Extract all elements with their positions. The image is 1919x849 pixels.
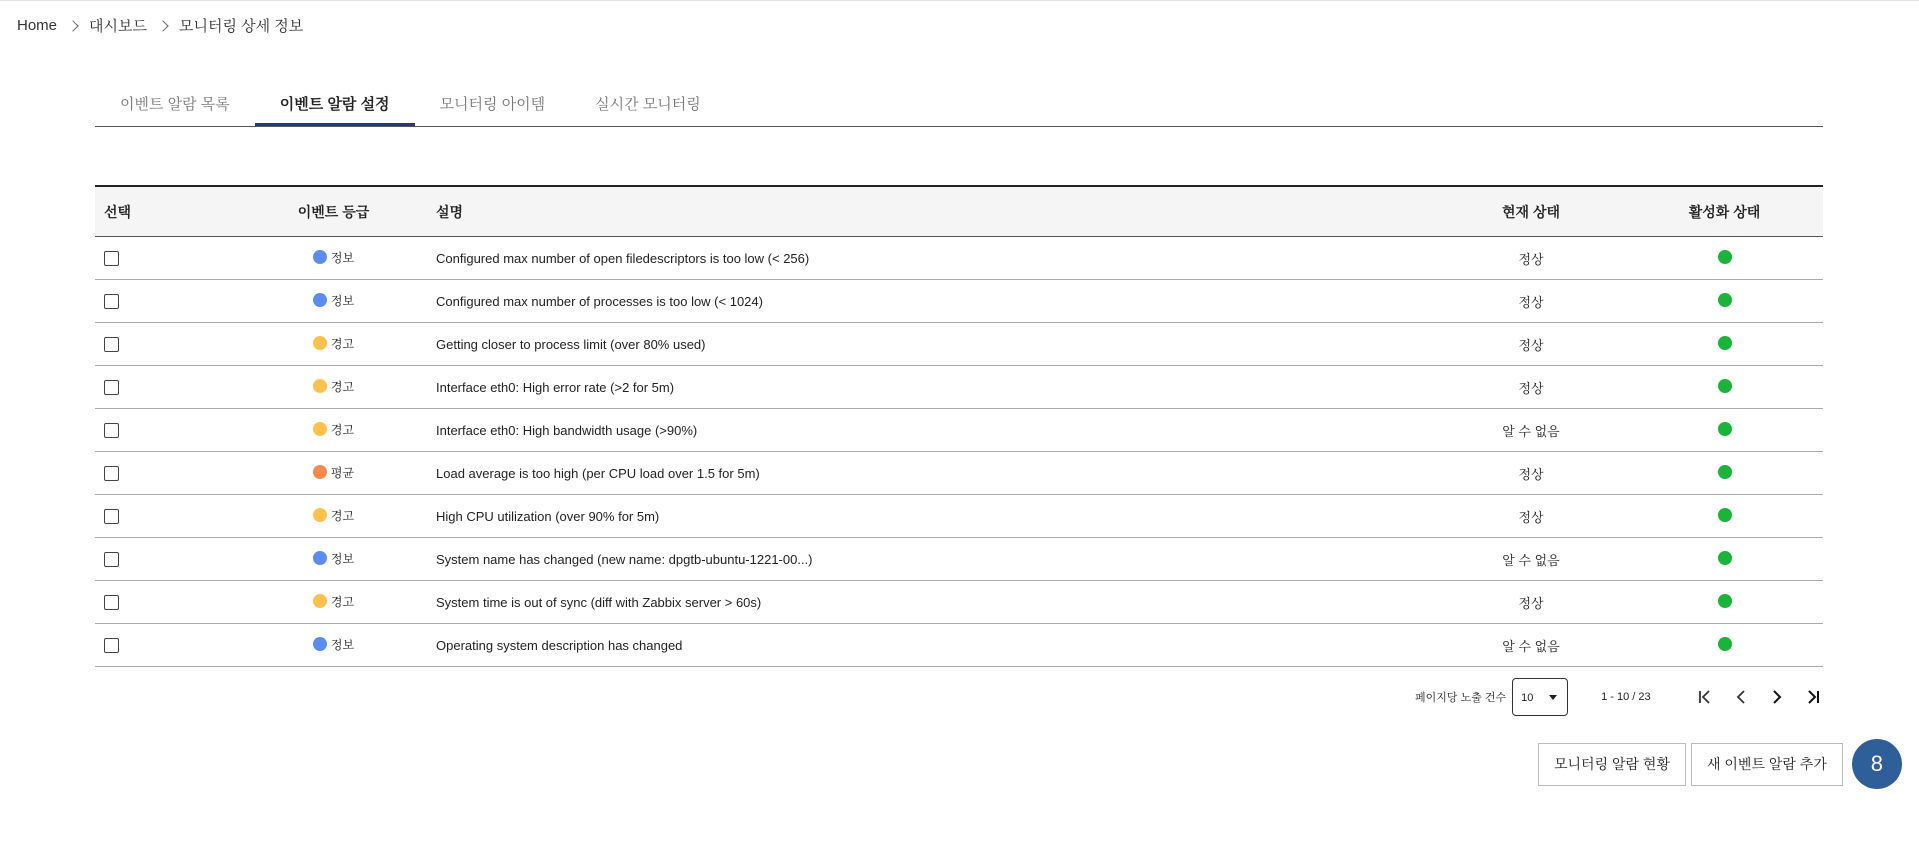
grade-label: 정보 bbox=[330, 250, 355, 265]
table-row[interactable] bbox=[95, 237, 1823, 280]
grade-badge bbox=[313, 464, 354, 481]
tab-bar bbox=[95, 81, 1823, 127]
header-description: 설명 bbox=[436, 203, 464, 220]
description-cell: Configured max number of processes is too low (< 1024) bbox=[436, 280, 1436, 323]
active-status-cell bbox=[1626, 280, 1823, 323]
select-cell bbox=[95, 538, 231, 581]
chevron-right-icon bbox=[157, 20, 168, 31]
grade-cell bbox=[231, 237, 436, 280]
row-checkbox[interactable] bbox=[104, 380, 119, 395]
row-checkbox[interactable] bbox=[104, 638, 119, 653]
grade-label: 경고 bbox=[330, 379, 355, 394]
per-page-select[interactable] bbox=[1512, 678, 1568, 716]
active-status-icon bbox=[1718, 379, 1732, 393]
description-cell: System name has changed (new name: dpgtb-ubuntu-1221-00...) bbox=[436, 538, 1436, 581]
active-status-cell bbox=[1626, 323, 1823, 366]
row-checkbox[interactable] bbox=[104, 509, 119, 524]
description-cell: Configured max number of open filedescriptors is too low (< 256) bbox=[436, 237, 1436, 280]
description-cell: Interface eth0: High bandwidth usage (>90%) bbox=[436, 409, 1436, 452]
active-status-cell bbox=[1626, 366, 1823, 409]
grade-label: 경고 bbox=[330, 422, 355, 437]
grade-badge bbox=[313, 292, 354, 309]
page-range: 1 - 10 / 23 bbox=[1601, 691, 1651, 703]
select-cell bbox=[95, 237, 231, 280]
prev-page-icon[interactable] bbox=[1731, 687, 1751, 707]
table-row[interactable] bbox=[95, 538, 1823, 581]
tab-event-alarm-list[interactable]: 이벤트 알람 목록 bbox=[120, 96, 230, 113]
per-page-label: 페이지당 노출 건수 bbox=[1415, 692, 1507, 704]
table-row[interactable] bbox=[95, 366, 1823, 409]
breadcrumb bbox=[17, 15, 303, 36]
current-status-cell: 알 수 없음 bbox=[1436, 409, 1626, 452]
grade-cell bbox=[231, 323, 436, 366]
per-page-value: 10 bbox=[1521, 692, 1534, 704]
grade-label: 정보 bbox=[330, 637, 355, 652]
select-cell bbox=[95, 280, 231, 323]
current-status-cell: 정상 bbox=[1436, 366, 1626, 409]
grade-dot-icon bbox=[313, 508, 327, 522]
current-status-cell: 정상 bbox=[1436, 323, 1626, 366]
select-cell bbox=[95, 409, 231, 452]
grade-cell bbox=[231, 581, 436, 624]
active-status-cell bbox=[1626, 237, 1823, 280]
active-status-icon bbox=[1718, 594, 1732, 608]
breadcrumb-current: 모니터링 상세 정보 bbox=[178, 18, 304, 35]
grade-dot-icon bbox=[313, 336, 327, 350]
breadcrumb-home[interactable]: Home bbox=[17, 17, 58, 34]
table-header-row bbox=[95, 186, 1823, 237]
grade-label: 정보 bbox=[330, 551, 355, 566]
active-status-cell bbox=[1626, 409, 1823, 452]
tab-realtime-monitoring[interactable]: 실시간 모니터링 bbox=[595, 96, 701, 113]
current-status-cell: 정상 bbox=[1436, 495, 1626, 538]
row-checkbox[interactable] bbox=[104, 466, 119, 481]
active-status-icon bbox=[1718, 422, 1732, 436]
current-status-cell: 알 수 없음 bbox=[1436, 538, 1626, 581]
select-cell bbox=[95, 495, 231, 538]
current-status-cell: 정상 bbox=[1436, 237, 1626, 280]
current-status-cell: 정상 bbox=[1436, 280, 1626, 323]
description-cell: Getting closer to process limit (over 80% used) bbox=[436, 323, 1436, 366]
table-row[interactable] bbox=[95, 624, 1823, 667]
grade-cell bbox=[231, 366, 436, 409]
grade-dot-icon bbox=[313, 465, 327, 479]
grade-dot-icon bbox=[313, 250, 327, 264]
monitoring-alarm-status-button[interactable]: 모니터링 알람 현황 bbox=[1538, 743, 1686, 786]
grade-dot-icon bbox=[313, 293, 327, 307]
description-cell: Interface eth0: High error rate (>2 for 5m) bbox=[436, 366, 1436, 409]
grade-dot-icon bbox=[313, 422, 327, 436]
select-cell bbox=[95, 323, 231, 366]
chevron-right-icon bbox=[67, 20, 78, 31]
grade-badge bbox=[313, 636, 354, 653]
active-status-cell bbox=[1626, 581, 1823, 624]
row-checkbox[interactable] bbox=[104, 423, 119, 438]
grade-badge bbox=[313, 421, 354, 438]
active-status-icon bbox=[1718, 250, 1732, 264]
select-cell bbox=[95, 624, 231, 667]
grade-cell bbox=[231, 624, 436, 667]
event-alarm-table bbox=[95, 185, 1823, 667]
table-row[interactable] bbox=[95, 581, 1823, 624]
grade-badge bbox=[313, 507, 354, 524]
active-status-icon bbox=[1718, 508, 1732, 522]
table-row[interactable] bbox=[95, 323, 1823, 366]
add-event-alarm-button[interactable]: 새 이벤트 알람 추가 bbox=[1691, 743, 1843, 786]
table-row[interactable] bbox=[95, 495, 1823, 538]
grade-label: 경고 bbox=[330, 594, 355, 609]
step-badge: 8 bbox=[1852, 739, 1902, 789]
grade-label: 경고 bbox=[330, 508, 355, 523]
active-status-cell bbox=[1626, 538, 1823, 581]
breadcrumb-dashboard[interactable]: 대시보드 bbox=[89, 18, 147, 35]
active-status-icon bbox=[1718, 293, 1732, 307]
header-grade: 이벤트 등급 bbox=[297, 203, 370, 220]
row-checkbox[interactable] bbox=[104, 337, 119, 352]
description-cell: Load average is too high (per CPU load over 1.5 for 5m) bbox=[436, 452, 1436, 495]
grade-cell bbox=[231, 452, 436, 495]
grade-label: 정보 bbox=[330, 293, 355, 308]
row-checkbox[interactable] bbox=[104, 595, 119, 610]
grade-cell bbox=[231, 409, 436, 452]
grade-dot-icon bbox=[313, 637, 327, 651]
select-cell bbox=[95, 366, 231, 409]
next-page-icon[interactable] bbox=[1767, 687, 1787, 707]
active-status-icon bbox=[1718, 336, 1732, 350]
header-active-status: 활성화 상태 bbox=[1688, 203, 1761, 220]
header-select: 선택 bbox=[104, 203, 132, 220]
active-status-icon bbox=[1718, 551, 1732, 565]
first-page-icon[interactable] bbox=[1695, 687, 1715, 707]
row-checkbox[interactable] bbox=[104, 294, 119, 309]
grade-label: 경고 bbox=[330, 336, 355, 351]
caret-down-icon bbox=[1549, 695, 1557, 700]
active-status-cell bbox=[1626, 495, 1823, 538]
description-cell: High CPU utilization (over 90% for 5m) bbox=[436, 495, 1436, 538]
grade-cell bbox=[231, 280, 436, 323]
grade-label: 평균 bbox=[330, 465, 355, 480]
grade-dot-icon bbox=[313, 551, 327, 565]
tab-event-alarm-settings[interactable]: 이벤트 알람 설정 bbox=[255, 81, 415, 126]
active-status-icon bbox=[1718, 637, 1732, 651]
current-status-cell: 정상 bbox=[1436, 581, 1626, 624]
active-status-cell bbox=[1626, 452, 1823, 495]
active-status-cell bbox=[1626, 624, 1823, 667]
select-cell bbox=[95, 581, 231, 624]
grade-badge bbox=[313, 378, 354, 395]
table-row[interactable] bbox=[95, 452, 1823, 495]
tab-monitoring-items[interactable]: 모니터링 아이템 bbox=[439, 96, 546, 113]
row-checkbox[interactable] bbox=[104, 251, 119, 266]
grade-dot-icon bbox=[313, 379, 327, 393]
active-status-icon bbox=[1718, 465, 1732, 479]
description-cell: System time is out of sync (diff with Zabbix server > 60s) bbox=[436, 581, 1436, 624]
grade-badge bbox=[313, 249, 354, 266]
description-cell: Operating system description has changed bbox=[436, 624, 1436, 667]
table-row[interactable] bbox=[95, 409, 1823, 452]
current-status-cell: 정상 bbox=[1436, 452, 1626, 495]
pagination bbox=[1415, 678, 1831, 716]
grade-cell bbox=[231, 538, 436, 581]
row-checkbox[interactable] bbox=[104, 552, 119, 567]
last-page-icon[interactable] bbox=[1803, 687, 1823, 707]
select-cell bbox=[95, 452, 231, 495]
grade-badge bbox=[313, 593, 354, 610]
header-current-status: 현재 상태 bbox=[1502, 203, 1560, 220]
action-buttons bbox=[1538, 739, 1902, 789]
current-status-cell: 알 수 없음 bbox=[1436, 624, 1626, 667]
grade-badge bbox=[313, 335, 354, 352]
grade-dot-icon bbox=[313, 594, 327, 608]
grade-cell bbox=[231, 495, 436, 538]
table-row[interactable] bbox=[95, 280, 1823, 323]
grade-badge bbox=[313, 550, 354, 567]
